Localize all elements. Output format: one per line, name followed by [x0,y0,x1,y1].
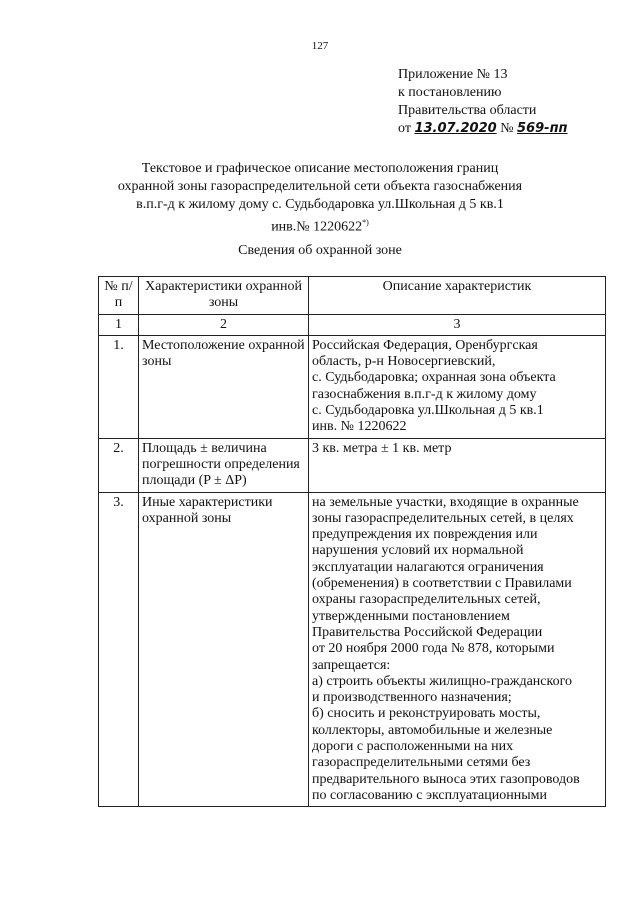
table-row [99,335,606,438]
desc-line: зоны газораспределительных сетей, в целях [312,510,574,526]
desc-line: охраны газораспределительных сетей, [312,592,541,608]
desc-line: дороги с расположенными на них [312,739,514,755]
desc-line: и производственного назначения; [312,690,512,706]
document-title [100,160,540,237]
footnote-mark: *) [362,218,369,227]
desc-line: б) сносить и реконструировать мосты, [312,706,541,722]
number-prefix: № [500,121,514,136]
date-prefix: от [398,121,411,136]
table-header-row [99,277,606,315]
table-row [99,492,606,807]
col-number-3: 3 [309,314,606,335]
col-number-2: 2 [139,314,309,335]
row-2-desc [309,438,606,492]
desc-line: предупреждения их повреждения или [312,527,538,543]
desc-line: с. Судьбодаровка ул.Школьная д 5 кв.1 [312,403,544,419]
row-2-num: 2. [99,438,139,492]
row-3-name: Иные характеристики охранной зоны [139,492,309,807]
column-number-row [99,314,606,335]
desc-line: на земельные участки, входящие в охранные [312,494,579,510]
appendix-date-line [398,120,568,138]
title-line-1: Текстовое и графическое описание местоположения границ [141,161,499,176]
desc-line: по согласованию с эксплуатационными [312,787,547,803]
desc-line: нарушения условий их нормальной [312,543,524,559]
zone-table [98,276,606,807]
desc-line: с. Судьбодаровка; охранная зона объекта [312,370,556,386]
title-inventory-number: инв.№ 1220622 [271,219,363,235]
desc-line: утвержденными постановлением [312,608,510,624]
title-line-2: охранной зоны газораспределительной сети объекта газоснабжения [117,179,523,194]
title-line-4 [100,214,540,237]
appendix-line-2: к постановлению [398,85,502,100]
row-2-name: Площадь ± величина погрешности определения площади (P ± ΔP) [139,438,309,492]
desc-line: инв. № 1220622 [312,419,407,435]
desc-line: запрещается: [312,657,391,673]
desc-line: эксплуатации налагаются ограничения [312,559,544,575]
table-row [99,438,606,492]
desc-line: Российская Федерация, Оренбургская [312,337,538,353]
section-subtitle: Сведения об охранной зоне [238,243,402,258]
page-number: 127 [311,40,329,52]
handwritten-date: 13.07.2020 [414,121,497,136]
header-num: № п/п [99,277,139,315]
desc-line: (обременения) в соответствии с Правилами [312,576,572,592]
appendix-line-3: Правительства области [398,103,537,118]
desc-line: а) строить объекты жилищно-гражданского [312,673,572,689]
desc-line: область, р-н Новосергиевский, [312,354,496,370]
row-3-num: 3. [99,492,139,807]
desc-line: предварительного выноса этих газопроводов [312,771,580,787]
row-1-name: Местоположение охранной зоны [139,335,309,438]
row-1-num: 1. [99,335,139,438]
header-characteristics: Характеристики охранной зоны [139,277,309,315]
desc-line: газоснабжения в.п.г-д к жилому дому [312,386,537,402]
title-line-3: в.п.г-д к жилому дому с. Судьбодаровка ул.Школьная д 5 кв.1 [136,197,504,212]
desc-line: от 20 ноября 2000 года № 878, которыми [312,641,555,657]
desc-line: Правительства Российской Федерации [312,624,543,640]
appendix-block [398,66,568,138]
desc-line: газораспределительными сетями без [312,755,531,771]
header-description: Описание характеристик [309,277,606,315]
desc-line: коллекторы, автомобильные и железные [312,722,553,738]
handwritten-number: 569-пп [517,121,568,136]
row-3-desc [309,492,606,807]
row-1-desc [309,335,606,438]
col-number-1: 1 [99,314,139,335]
desc-line: 3 кв. метра ± 1 кв. метр [312,440,452,456]
appendix-line-1: Приложение № 13 [398,67,508,82]
